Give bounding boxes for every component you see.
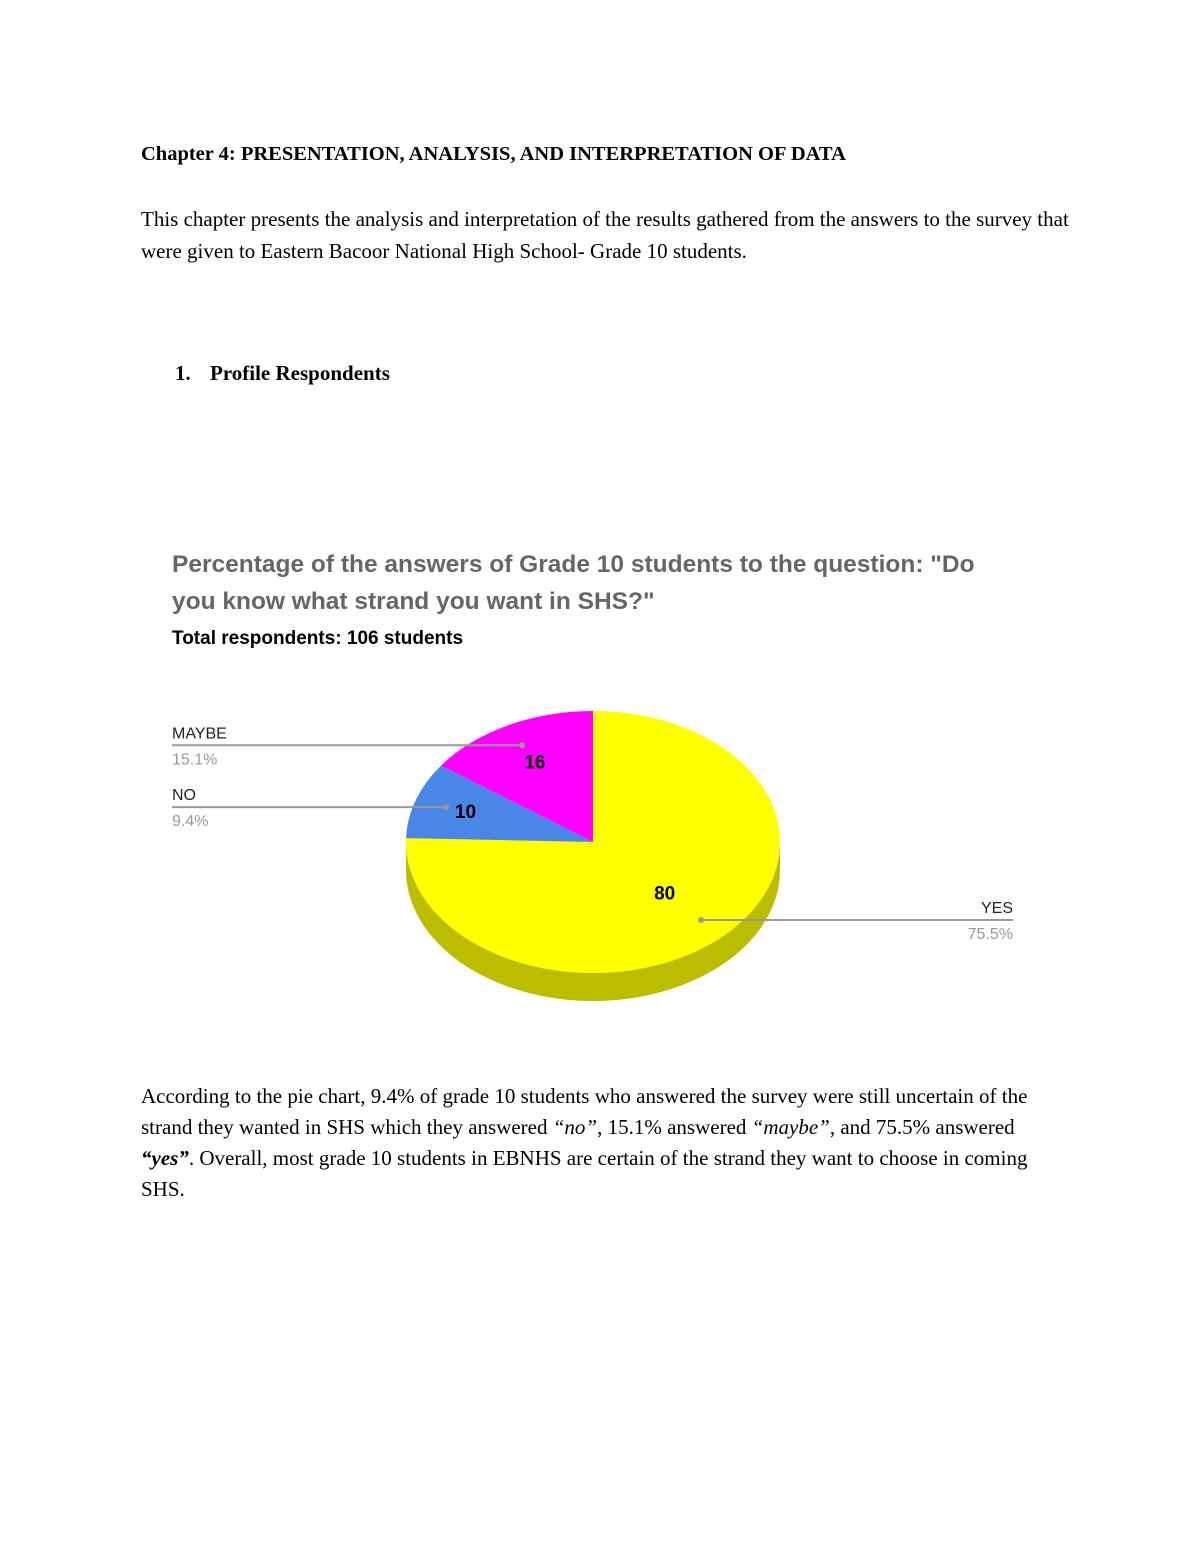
analysis-text-1: According to the pie chart, 9.4% of grade 10 students who answered the survey were still uncertain of the strand they wanted in SHS which they answered [141,1084,1028,1139]
slice-value-no: 10 [454,801,477,823]
analysis-text-4: . Overall, most grade 10 students in EBNHS are certain of the strand they want to choose in coming SHS. [141,1146,1028,1201]
slice-value-yes: 80 [654,883,676,905]
analysis-text-3: , and 75.5% answered [829,1115,1015,1139]
leader-dot-no [443,804,449,810]
chapter-heading: Chapter 4: PRESENTATION, ANALYSIS, AND INTERPRETATION OF DATA [141,143,846,165]
legend-percent-yes: 75.5% [967,926,1013,944]
analysis-yes: “yes” [141,1146,189,1170]
legend-percent-maybe: 15.1% [172,751,218,769]
legend-label-maybe: MAYBE [172,725,227,743]
chart-title: Percentage of the answers of Grade 10 students to the question: "Do you know what strand you want in SHS?" [172,551,975,615]
analysis-text-2: , 15.1% answered [597,1115,752,1139]
legend-label-no: NO [172,787,196,805]
intro-paragraph: This chapter presents the analysis and interpretation of the results gathered from the answers to the survey that were given to Eastern Bacoor National High School- Grade 10 students. [141,207,1069,263]
section-number: 1. [175,361,191,385]
analysis-paragraph [141,1081,1071,1205]
analysis-maybe: “maybe” [751,1115,830,1139]
leader-dot-yes [698,917,704,923]
leader-dot-maybe [519,742,525,748]
legend-label-yes: YES [980,900,1013,918]
section-title: Profile Respondents [210,361,390,385]
legend-percent-no: 9.4% [172,813,209,831]
analysis-no: “no” [552,1115,598,1139]
chart-subtitle: Total respondents: 106 students [172,628,464,649]
slice-value-maybe: 16 [524,752,546,774]
